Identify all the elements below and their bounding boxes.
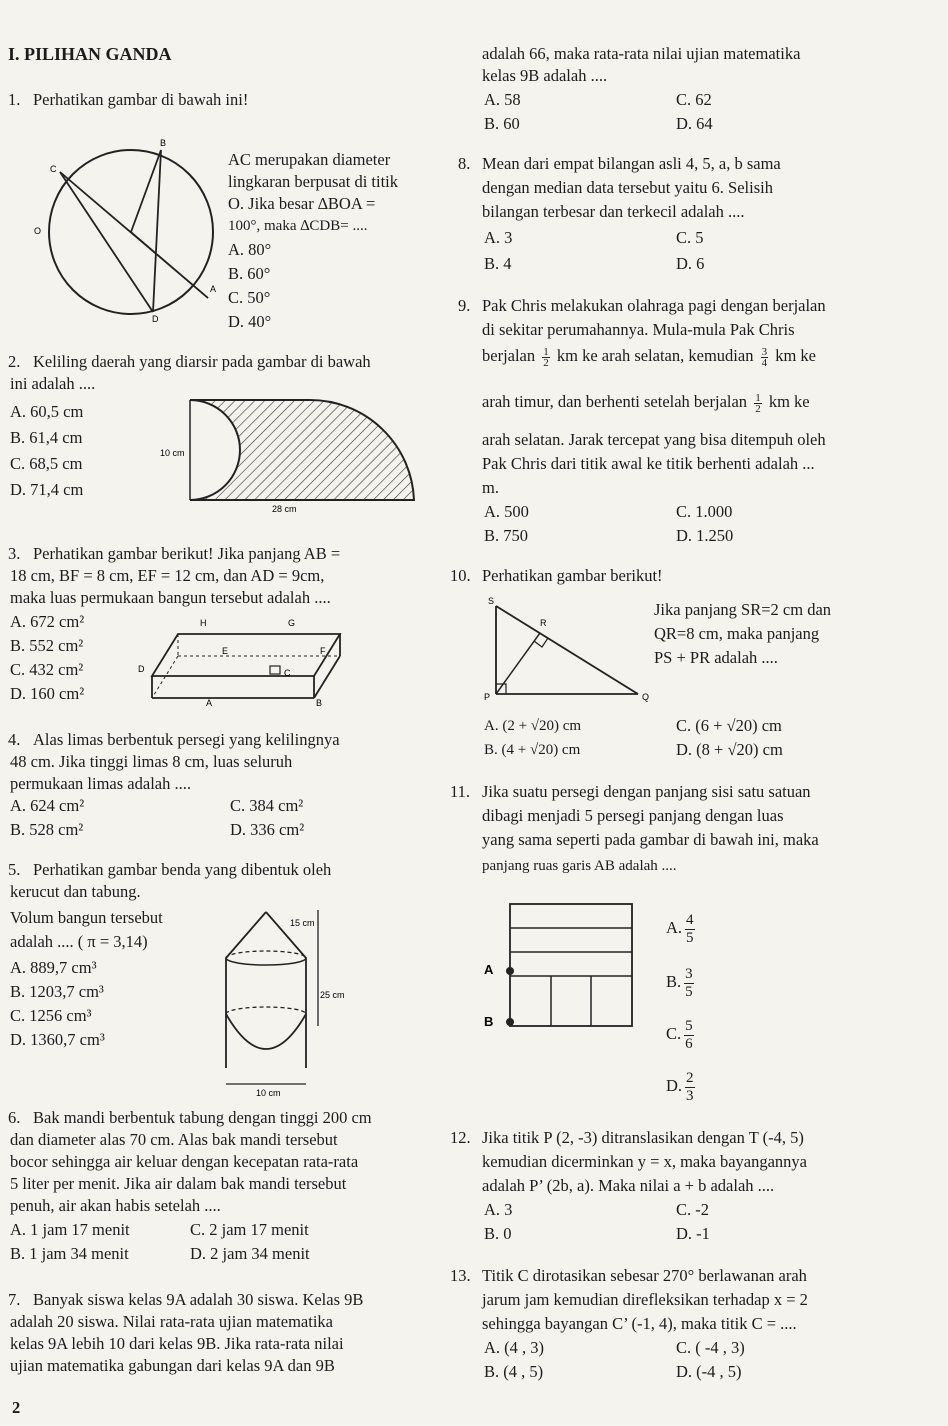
q9-line-4a: arah timur, dan berhenti setelah berjalan (482, 392, 748, 411)
q12-line-1: Jika titik P (2, -3) ditranslasikan dengan T (-4, 5) (482, 1128, 804, 1147)
q11-option-d-fraction (685, 1070, 695, 1105)
q1-option-d[interactable]: D. 40° (228, 312, 272, 331)
q7-option-c[interactable]: C. 62 (676, 90, 712, 109)
q1-desc-4: 100°, maka ∆CDB= .... (228, 218, 368, 234)
q8-number: 8. (458, 154, 471, 173)
q10-desc-3: PS + PR adalah .... (654, 648, 778, 667)
q4-option-c[interactable]: C. 384 cm² (230, 796, 304, 815)
q6-option-d[interactable]: D. 2 jam 34 menit (190, 1244, 310, 1263)
q6-option-b[interactable]: B. 1 jam 34 menit (10, 1244, 129, 1263)
q11-option-d[interactable] (666, 1066, 698, 1106)
q11-option-d-letter: D. (666, 1076, 683, 1095)
q10-label-q: Q (642, 692, 650, 702)
q5-text-4: adalah .... ( π = 3,14) (10, 932, 148, 951)
q3-label-a: A (206, 698, 213, 708)
q11-option-c-den: 6 (685, 1035, 693, 1052)
q13-number: 13. (450, 1266, 471, 1285)
q5-option-c[interactable]: C. 1256 cm³ (10, 1006, 92, 1025)
q11-line-2: dibagi menjadi 5 persegi panjang dengan luas (482, 806, 784, 825)
q5-option-d[interactable]: D. 1360,7 cm³ (10, 1030, 105, 1049)
page-number: 2 (12, 1398, 21, 1417)
q7-line-2: adalah 20 siswa. Nilai rata-rata ujian matematika (10, 1312, 333, 1331)
q1-label-o: O (34, 226, 42, 236)
q11-option-a-den: 5 (686, 929, 694, 946)
q5-text: Perhatikan gambar benda yang dibentuk oleh (33, 860, 332, 879)
q9-f2-num: 3 (761, 345, 768, 358)
q1-option-c[interactable]: C. 50° (228, 288, 271, 307)
q11-option-c-letter: C. (666, 1024, 682, 1043)
q6-number: 6. (8, 1108, 21, 1127)
q2-option-a[interactable]: A. 60,5 cm (10, 402, 84, 421)
q10-desc-2: QR=8 cm, maka panjang (654, 624, 820, 643)
q3-label-g: G (288, 618, 296, 628)
q9-line-4 (482, 392, 810, 414)
q7-line-4: ujian matematika gabungan dari kelas 9A dan 9B (10, 1356, 335, 1375)
q5-number: 5. (8, 860, 21, 879)
q3-text-3: maka luas permukaan bangun tersebut adalah .... (10, 588, 331, 607)
q5-text-2: kerucut dan tabung. (10, 882, 141, 901)
q1-option-a[interactable]: A. 80° (228, 240, 272, 259)
q5-text-3: Volum bangun tersebut (10, 908, 163, 927)
q4-text-3: permukaan limas adalah .... (10, 774, 191, 793)
q12-option-c[interactable]: C. -2 (676, 1200, 709, 1219)
q9-line-3a: berjalan (482, 346, 536, 365)
q9-line-5: arah selatan. Jarak tercepat yang bisa ditempuh oleh (482, 430, 826, 449)
q3-label-b: B (316, 698, 323, 708)
q5-label-cone: 15 cm (290, 918, 315, 928)
q9-f3-den: 2 (755, 402, 761, 415)
q10-option-c[interactable]: C. (6 + √20) cm (676, 716, 782, 735)
q8-line-3: bilangan terbesar dan terkecil adalah .... (482, 202, 745, 221)
q9-line-3b: km ke arah selatan, kemudian (556, 346, 754, 365)
q6-option-c[interactable]: C. 2 jam 17 menit (190, 1220, 309, 1239)
q11-number: 11. (450, 782, 471, 801)
q7-line-3: kelas 9A lebih 10 dari kelas 9B. Jika rata-rata nilai (10, 1334, 344, 1353)
q8-option-c[interactable]: C. 5 (676, 228, 704, 247)
q11-option-a-num: 4 (686, 911, 694, 928)
q8-option-b[interactable]: B. 4 (484, 254, 512, 273)
q12-line-3: adalah P’ (2b, a). Maka nilai a + b adalah .... (482, 1176, 775, 1195)
q11-option-b-letter: B. (666, 972, 682, 991)
q13-line-2: jarum jam kemudian direfleksikan terhadap x = 2 (482, 1290, 808, 1309)
q9-option-a[interactable]: A. 500 (484, 502, 529, 521)
q1-label-c: C (50, 164, 57, 174)
section-title: I. PILIHAN GANDA (8, 44, 172, 64)
q7-line-1: Banyak siswa kelas 9A adalah 30 siswa. Kelas 9B (33, 1290, 364, 1309)
q5-label-base: 10 cm (256, 1088, 281, 1098)
q3-text: Perhatikan gambar berikut! Jika panjang AB = (33, 544, 341, 563)
q6-option-a[interactable]: A. 1 jam 17 menit (10, 1220, 130, 1239)
q5-label-tube: 25 cm (320, 990, 345, 1000)
q6-line-2: dan diameter alas 70 cm. Alas bak mandi tersebut (10, 1130, 338, 1149)
q6-line-1: Bak mandi berbentuk tabung dengan tinggi 200 cm (33, 1108, 372, 1127)
q12-line-2: kemudian dicerminkan y = x, maka bayangannya (482, 1152, 807, 1171)
q11-option-c[interactable] (666, 1014, 697, 1054)
q11-label-b: B (484, 1014, 494, 1029)
q11-option-b-num: 3 (685, 965, 693, 982)
q3-option-c[interactable]: C. 432 cm² (10, 660, 84, 679)
q9-f3-num: 1 (755, 391, 761, 404)
q11-option-c-num: 5 (685, 1017, 693, 1034)
q4-option-b[interactable]: B. 528 cm² (10, 820, 84, 839)
q10-option-b[interactable]: B. (4 + √20) cm (484, 742, 581, 758)
q6-line-3: bocor sehingga air keluar dengan kecepatan rata-rata (10, 1152, 359, 1171)
q3-label-e: E (222, 646, 229, 656)
q3-text-2: 18 cm, BF = 8 cm, EF = 12 cm, dan AD = 9cm, (10, 566, 325, 585)
q1-circle-figure (28, 138, 228, 324)
q4-option-d[interactable]: D. 336 cm² (230, 820, 305, 839)
q9-fraction-2 (761, 347, 769, 368)
q2-option-c[interactable]: C. 68,5 cm (10, 454, 83, 473)
q11-option-b-den: 5 (685, 983, 693, 1000)
q10-option-a[interactable]: A. (2 + √20) cm (484, 718, 582, 734)
q12-option-b[interactable]: B. 0 (484, 1224, 512, 1243)
q2-option-b[interactable]: B. 61,4 cm (10, 428, 83, 447)
q10-label-s: S (488, 596, 495, 606)
q13-option-b[interactable]: B. (4 , 5) (484, 1362, 544, 1381)
q12-number: 12. (450, 1128, 471, 1147)
q10-text: Perhatikan gambar berikut! (482, 566, 663, 585)
q11-option-c-fraction (684, 1018, 694, 1053)
q9-line-6: Pak Chris dari titik awal ke titik berhenti adalah ... (482, 454, 815, 473)
q9-line-7: m. (482, 478, 499, 497)
q1-desc-2: lingkaran berpusat di titik (228, 172, 399, 191)
q2-label-height: 10 cm (160, 448, 185, 458)
q8-line-2: dengan median data tersebut yaitu 6. Selisih (482, 178, 773, 197)
q2-option-d[interactable]: D. 71,4 cm (10, 480, 84, 499)
q12-option-a[interactable]: A. 3 (484, 1200, 513, 1219)
q2-text-2: ini adalah .... (10, 374, 96, 393)
q9-line-4b: km ke (768, 392, 810, 411)
q11-option-d-den: 3 (686, 1087, 694, 1104)
q9-fraction-3 (754, 393, 762, 414)
q9-fraction-1 (542, 347, 550, 368)
q10-option-d[interactable]: D. (8 + √20) cm (676, 740, 783, 759)
q11-option-a[interactable] (666, 908, 698, 948)
q6-line-5: penuh, air akan habis setelah .... (10, 1196, 221, 1215)
q3-label-h: H (200, 618, 207, 628)
q5-option-b[interactable]: B. 1203,7 cm³ (10, 982, 104, 1001)
q3-option-a[interactable]: A. 672 cm² (10, 612, 85, 631)
q6-line-4: 5 liter per menit. Jika air dalam bak mandi tersebut (10, 1174, 347, 1193)
q13-option-c[interactable]: C. ( -4 , 3) (676, 1338, 745, 1357)
q1-option-b[interactable]: B. 60° (228, 264, 271, 283)
q11-option-d-num: 2 (686, 1069, 694, 1086)
q11-line-1: Jika suatu persegi dengan panjang sisi satu satuan (482, 782, 811, 801)
q7-option-a[interactable]: A. 58 (484, 90, 521, 109)
q9-option-c[interactable]: C. 1.000 (676, 502, 733, 521)
q4-option-a[interactable]: A. 624 cm² (10, 796, 85, 815)
q3-number: 3. (8, 544, 21, 563)
q10-triangle-figure (478, 596, 654, 704)
q9-f2-den: 4 (761, 356, 768, 369)
q3-label-c: C (284, 668, 291, 678)
q7-option-b[interactable]: B. 60 (484, 114, 520, 133)
q7-line-6: kelas 9B adalah .... (482, 66, 608, 85)
q13-option-a[interactable]: A. (4 , 3) (484, 1338, 545, 1357)
q13-option-d[interactable]: D. (-4 , 5) (676, 1362, 742, 1381)
q7-line-5: adalah 66, maka rata-rata nilai ujian matematika (482, 44, 801, 63)
q11-option-a-fraction (685, 912, 695, 947)
q1-number: 1. (8, 90, 21, 109)
q4-number: 4. (8, 730, 21, 749)
q2-text: Keliling daerah yang diarsir pada gambar di bawah (33, 352, 371, 371)
q9-f1-num: 1 (543, 345, 549, 358)
q3-label-d: D (138, 664, 145, 674)
q8-option-d[interactable]: D. 6 (676, 254, 705, 273)
q9-line-1: Pak Chris melakukan olahraga pagi dengan berjalan (482, 296, 826, 315)
q10-number: 10. (450, 566, 471, 585)
q2-label-width: 28 cm (272, 504, 297, 514)
q3-prism-figure (130, 614, 350, 706)
q3-option-d[interactable]: D. 160 cm² (10, 684, 85, 703)
q1-text: Perhatikan gambar di bawah ini! (33, 90, 249, 109)
q1-label-a: A (210, 284, 217, 294)
q11-option-a-letter: A. (666, 918, 683, 937)
q10-desc-1: Jika panjang SR=2 cm dan (654, 600, 832, 619)
q4-text: Alas limas berbentuk persegi yang kelilingnya (33, 730, 340, 749)
q9-line-3c: km ke (775, 346, 816, 365)
q1-desc-3: O. Jika besar ∆BOA = (228, 194, 376, 213)
q8-line-1: Mean dari empat bilangan asli 4, 5, a, b sama (482, 154, 781, 173)
q13-line-3: sehingga bayangan C’ (-1, 4), maka titik C = .... (482, 1314, 797, 1333)
q3-option-b[interactable]: B. 552 cm² (10, 636, 84, 655)
q7-number: 7. (8, 1290, 21, 1309)
q9-number: 9. (458, 296, 471, 315)
q7-option-d[interactable]: D. 64 (676, 114, 713, 133)
q1-label-d: D (152, 314, 159, 324)
q11-option-b[interactable] (666, 962, 697, 1002)
q9-line-2: di sekitar perumahannya. Mula-mula Pak Chris (482, 320, 795, 339)
q9-option-d[interactable]: D. 1.250 (676, 526, 734, 545)
q11-square-figure (480, 900, 640, 1040)
q5-option-a[interactable]: A. 889,7 cm³ (10, 958, 97, 977)
q1-label-b: B (160, 138, 167, 148)
q11-option-b-fraction (684, 966, 694, 1001)
q8-option-a[interactable]: A. 3 (484, 228, 513, 247)
q10-label-r: R (540, 618, 547, 628)
q11-label-a: A (484, 962, 494, 977)
q11-line-3: yang sama seperti pada gambar di bawah ini, maka (482, 830, 819, 849)
q12-option-d[interactable]: D. -1 (676, 1224, 710, 1243)
q1-desc-1: AC merupakan diameter (228, 150, 391, 169)
q3-label-f: F (320, 646, 326, 656)
q9-line-3 (482, 346, 816, 368)
q4-text-2: 48 cm. Jika tinggi limas 8 cm, luas seluruh (10, 752, 293, 771)
q9-option-b[interactable]: B. 750 (484, 526, 529, 545)
q13-line-1: Titik C dirotasikan sebesar 270° berlawanan arah (482, 1266, 807, 1285)
q9-f1-den: 2 (543, 356, 549, 369)
q2-shaded-figure (160, 396, 420, 516)
q11-line-4: panjang ruas garis AB adalah .... (482, 858, 677, 874)
q5-cone-cylinder-figure (222, 906, 345, 1098)
q2-number: 2. (8, 352, 21, 371)
q10-label-p: P (484, 692, 491, 702)
